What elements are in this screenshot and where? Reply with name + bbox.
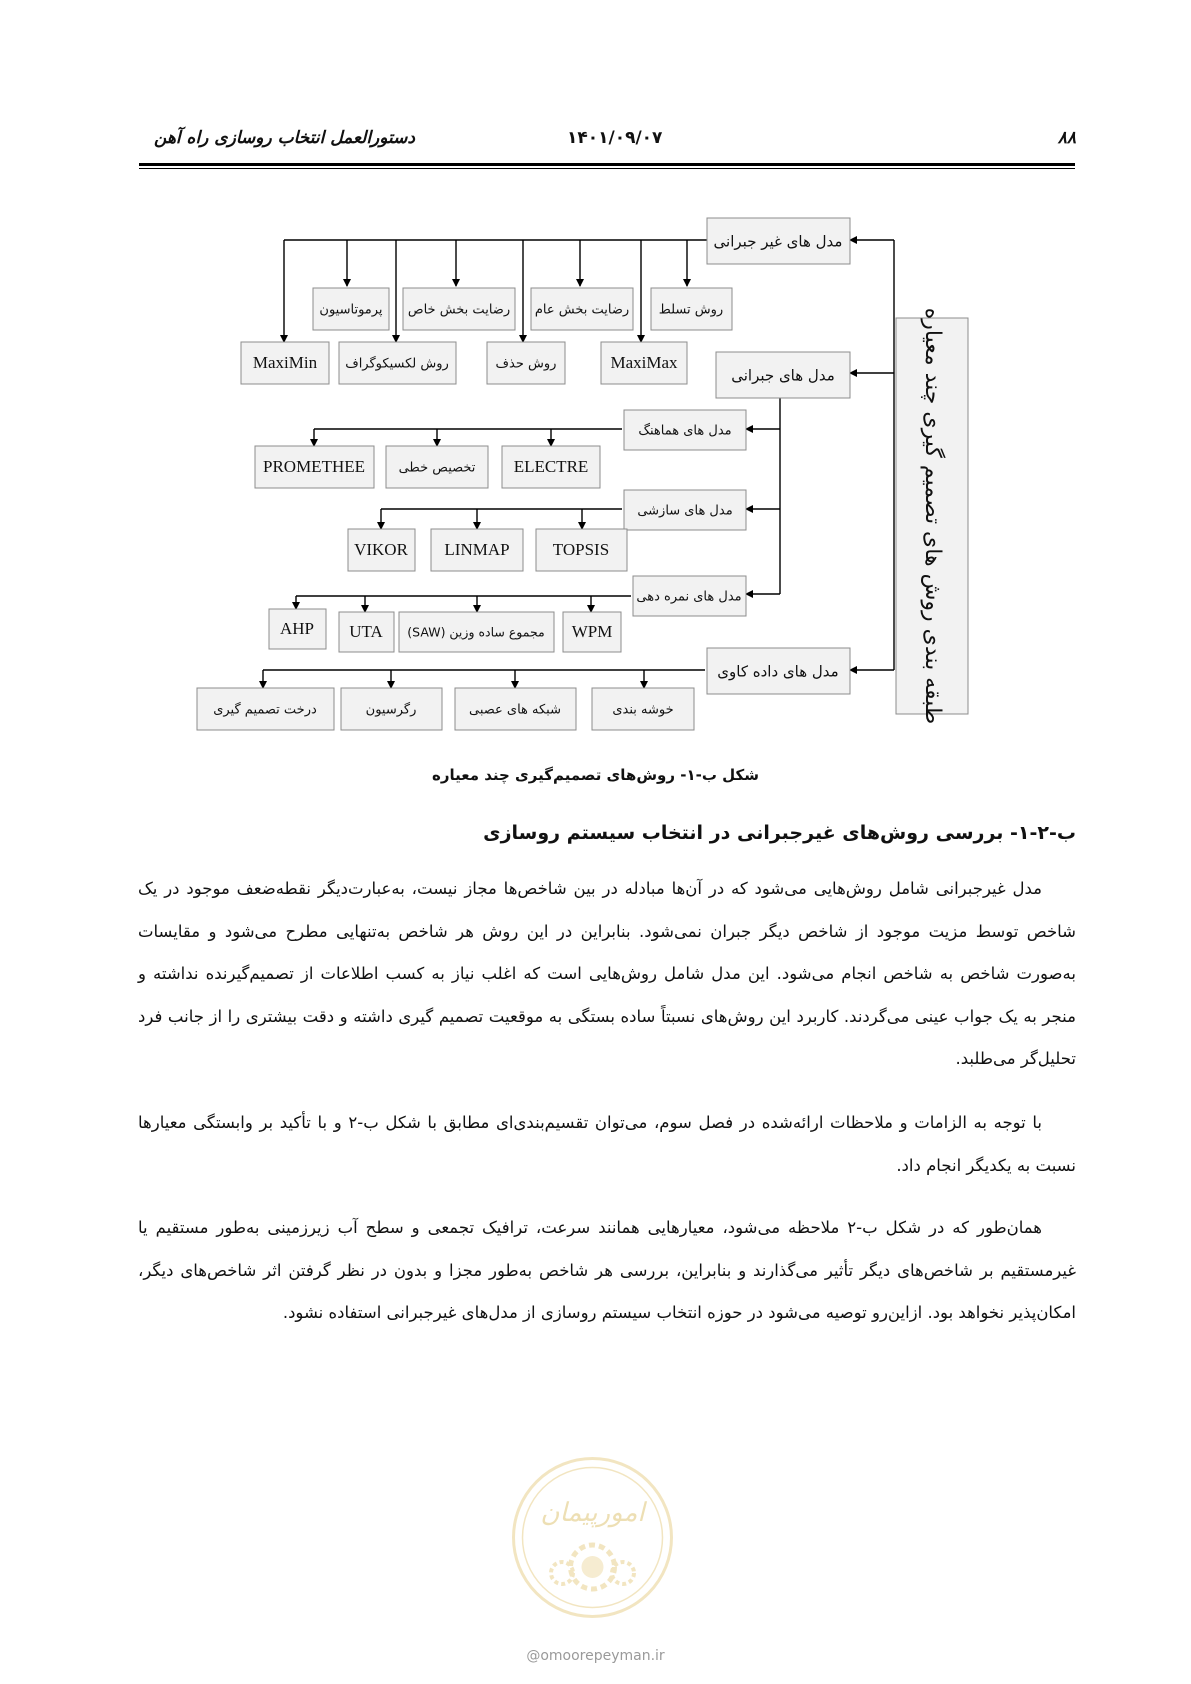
node-elimination [487, 342, 565, 384]
node-compromise [624, 490, 746, 530]
svg-text:رگرسیون: رگرسیون [365, 702, 417, 718]
svg-text:مدل های غیر جبرانی: مدل های غیر جبرانی [713, 232, 843, 251]
figure-caption: شکل ب-۱- روش‌های تصمیم‌گیری چند معیاره [432, 766, 759, 784]
diagram-root-node [896, 308, 968, 725]
header-date: ۱۴۰۱/۰۹/۰۷ [567, 128, 663, 148]
node-non-compensatory [707, 218, 850, 264]
node-clustering [592, 688, 694, 730]
watermark-logo-text: امورپیمان [540, 1498, 645, 1528]
node-electre [502, 446, 600, 488]
svg-text:درخت تصمیم گیری: درخت تصمیم گیری [213, 702, 317, 718]
node-dominance [651, 288, 732, 330]
node-vikor [348, 529, 415, 571]
svg-text:روش لکسیکوگراف: روش لکسیکوگراف [345, 356, 449, 372]
svg-text:VIKOR: VIKOR [354, 539, 408, 559]
node-maximax [601, 342, 687, 384]
section-heading: ب-۲-۱- بررسی روش‌های غیرجبرانی در انتخاب سیستم روسازی [483, 822, 1076, 844]
svg-text:مدل های جبرانی: مدل های جبرانی [731, 366, 835, 385]
svg-text:مدل های هماهنگ: مدل های هماهنگ [638, 423, 732, 439]
svg-text:خوشه بندی: خوشه بندی [612, 702, 674, 718]
svg-text:MaxiMax: MaxiMax [610, 352, 678, 372]
svg-text:WPM: WPM [571, 621, 613, 641]
page-number: ۸۸ [1057, 128, 1076, 148]
node-data-mining [707, 648, 850, 694]
svg-text:AHP: AHP [279, 618, 315, 638]
node-saw [399, 612, 554, 652]
svg-text:مدل های داده کاوی: مدل های داده کاوی [717, 662, 839, 681]
node-scoring [633, 576, 746, 616]
svg-text:پرموتاسیون: پرموتاسیون [319, 302, 383, 318]
node-linear-assignment [386, 446, 488, 488]
node-conjunctive [531, 288, 633, 330]
diagram-root-label: طبقه بندی روش های تصمیم گیری چند معیاره [920, 307, 945, 725]
svg-text:MaxiMin: MaxiMin [252, 352, 318, 372]
node-lexicographic [339, 342, 456, 384]
node-compensatory [716, 352, 850, 398]
node-maximin [241, 342, 329, 384]
svg-text:روش حذف: روش حذف [495, 356, 557, 372]
svg-text:TOPSIS: TOPSIS [552, 539, 610, 559]
document-title: دستورالعمل انتخاب روسازی راه آهن [154, 128, 415, 148]
node-uta [339, 612, 394, 652]
paragraph-2: با توجه به الزامات و ملاحظات ارائه‌شده در فصل سوم، می‌توان تقسیم‌بندی‌ای مطابق با شکل ب-۲ و با تأکید بر وابستگی معیارها نسبت به یکدیگر انجام داد. [138, 1113, 1076, 1175]
node-neural-networks [455, 688, 576, 730]
svg-text:تخصیص خطی: تخصیص خطی [398, 460, 476, 476]
svg-text:روش تسلط: روش تسلط [658, 302, 724, 318]
svg-text:PROMETHEE: PROMETHEE [263, 456, 365, 476]
node-harmonic [624, 410, 746, 450]
node-decision-tree [197, 688, 334, 730]
node-wpm [563, 612, 621, 652]
svg-text:رضایت بخش خاص: رضایت بخش خاص [407, 302, 511, 318]
svg-text:LINMAP: LINMAP [444, 539, 510, 559]
node-linmap [431, 529, 523, 571]
node-permutation [313, 288, 389, 330]
node-ahp [269, 609, 326, 649]
svg-text:UTA: UTA [349, 621, 383, 641]
svg-text:مدل های سازشی: مدل های سازشی [637, 503, 733, 519]
watermark-logo [510, 1455, 675, 1620]
paragraph-1: مدل غیرجبرانی شامل روش‌هایی می‌شود که در آن‌ها مبادله در بین شاخص‌ها مجاز نیست، به‌عبارت‌دیگر نقطه‌ضعف موجود در یک شاخص توسط مزیت موجود از شاخص دیگر جبران نمی‌شود. بنابراین در این روش هر شاخص به‌تنهایی مطرح می‌شود و مقایسات به‌صورت شاخص به شاخص انجام می‌شود. این مدل شامل روش‌هایی است که اغلب نیاز به کسب اطلاعات از تصمیم‌گیرنده نداشته و منجر به یک جواب عینی می‌گردند. کاربرد این روش‌های نسبتاً ساده بستگی به موقعیت تصمیم گیری داشته و دقت بیشتری را از جانب فرد تحلیل‌گر می‌طلبد. [138, 879, 1076, 1068]
node-promethee [255, 446, 374, 488]
svg-text:مجموع ساده وزین (SAW): مجموع ساده وزین (SAW) [407, 624, 545, 640]
node-regression [341, 688, 442, 730]
node-topsis [536, 529, 627, 571]
node-disjunctive [403, 288, 515, 330]
svg-text:مدل های نمره دهی: مدل های نمره دهی [636, 589, 742, 605]
svg-text:رضایت بخش عام: رضایت بخش عام [534, 302, 630, 318]
watermark-url: @omoorepeyman.ir [526, 1648, 665, 1664]
mcdm-classification-diagram [0, 0, 1191, 760]
svg-text:ELECTRE: ELECTRE [513, 456, 589, 476]
paragraph-3: همان‌طور که در شکل ب-۲ ملاحظه می‌شود، معیارهایی همانند سرعت، ترافیک تجمعی و سطح آب زیرزمینی به‌طور مستقیم یا غیرمستقیم بر شاخص‌های دیگر تأثیر می‌گذارند و بنابراین، بررسی هر شاخص به‌طور مجزا و بدون در نظر گرفتن اثر شاخص‌های دیگر، امکان‌پذیر نخواهد بود. ازاین‌رو توصیه می‌شود در حوزه انتخاب سیستم روسازی از مدل‌های غیرجبرانی استفاده نشود. [138, 1218, 1076, 1322]
svg-text:شبکه های عصبی: شبکه های عصبی [468, 702, 562, 718]
